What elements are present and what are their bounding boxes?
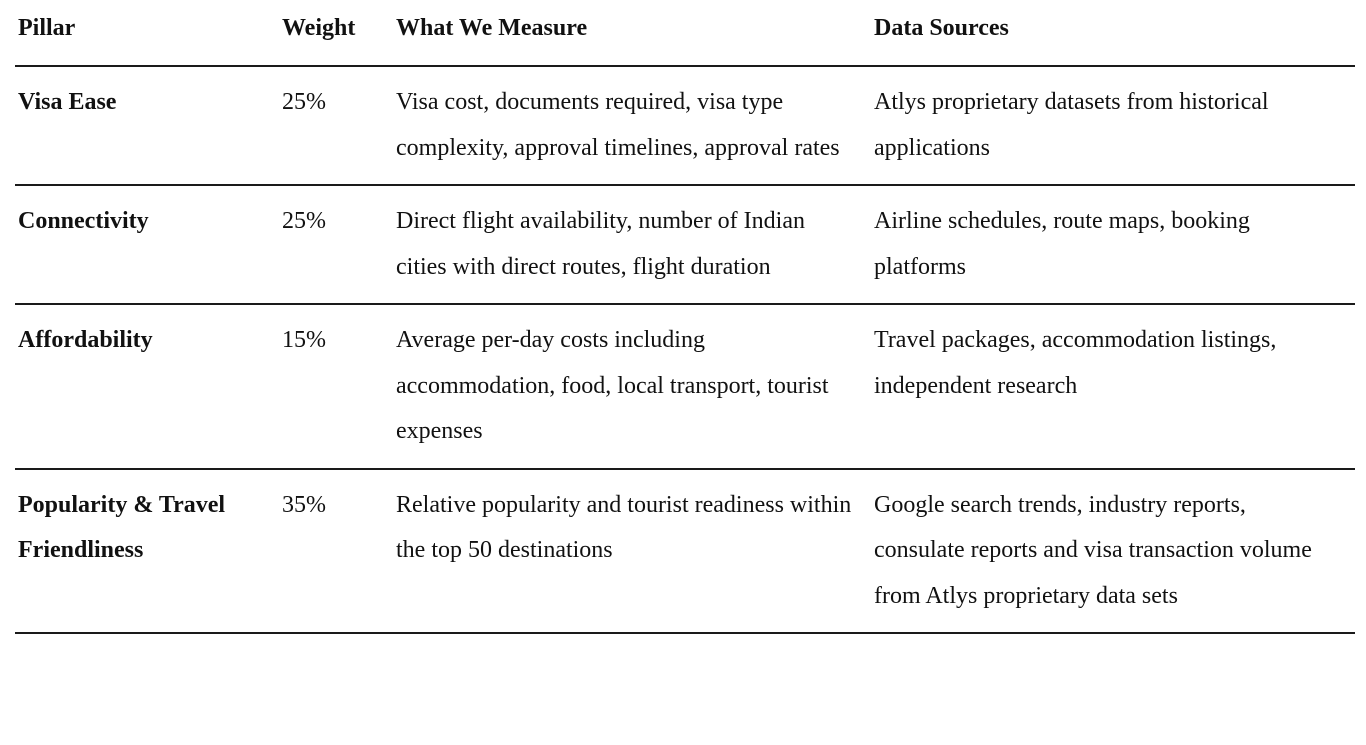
methodology-table-container [15, 0, 1355, 634]
pillar-cell: Affordability [15, 304, 279, 469]
sources-cell: Travel packages, accommodation listings, independent research [871, 304, 1355, 469]
header-what-we-measure: What We Measure [393, 0, 871, 66]
methodology-table [15, 0, 1355, 634]
weight-cell: 35% [279, 469, 393, 634]
table-row-visa-ease [15, 66, 1355, 185]
pillar-cell: Visa Ease [15, 66, 279, 185]
weight-cell: 25% [279, 185, 393, 304]
table-row-connectivity [15, 185, 1355, 304]
measure-cell: Relative popularity and tourist readiness within the top 50 destinations [393, 469, 871, 634]
measure-cell: Visa cost, documents required, visa type complexity, approval timelines, approval rates [393, 66, 871, 185]
table-row-affordability [15, 304, 1355, 469]
table-header-row [15, 0, 1355, 66]
weight-cell: 15% [279, 304, 393, 469]
header-weight: Weight [279, 0, 393, 66]
pillar-cell: Connectivity [15, 185, 279, 304]
measure-cell: Average per-day costs including accommodation, food, local transport, tourist expenses [393, 304, 871, 469]
measure-cell: Direct flight availability, number of Indian cities with direct routes, flight duration [393, 185, 871, 304]
header-data-sources: Data Sources [871, 0, 1355, 66]
weight-cell: 25% [279, 66, 393, 185]
pillar-cell: Popularity & Travel Friendliness [15, 469, 279, 634]
sources-cell: Google search trends, industry reports, consulate reports and visa transaction volume from Atlys proprietary data sets [871, 469, 1355, 634]
header-pillar: Pillar [15, 0, 279, 66]
table-row-popularity [15, 469, 1355, 634]
sources-cell: Airline schedules, route maps, booking platforms [871, 185, 1355, 304]
sources-cell: Atlys proprietary datasets from historical applications [871, 66, 1355, 185]
